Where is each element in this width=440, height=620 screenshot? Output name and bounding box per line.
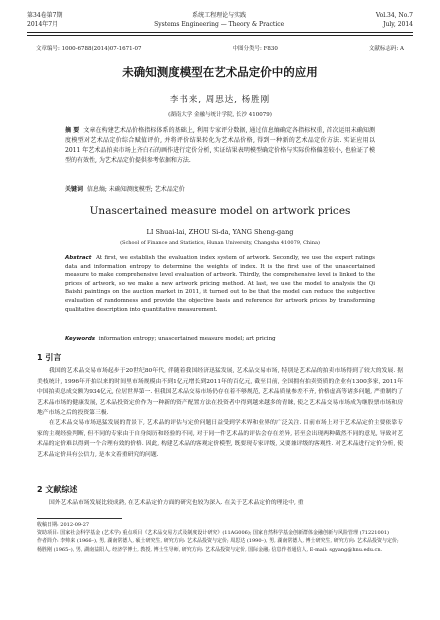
keywords-en: [65, 336, 375, 342]
abstract-cn: [65, 126, 375, 166]
footnotes: [37, 521, 403, 554]
volume-issue: 第34卷第7期: [27, 12, 63, 19]
running-header: [27, 11, 413, 29]
affiliation-cn: (湖南大学 金融与统计学院, 长沙 410079): [168, 112, 272, 118]
clc-number: 中图分类号: F830: [232, 46, 278, 52]
journal-name-cn: 系统工程理论与实践: [192, 12, 247, 19]
affiliation-en: (School of Finance and Statistics, Hunan University, Changsha 410079, China): [120, 240, 320, 246]
intro-paragraph-2: 在艺术品交易市场迅猛发展的背景下, 艺术品的评估与定价问题日益受到学术界和业界的广泛关注. 目前市场上对于艺术品定价主要依靠专家的主观经验判断, 但不同的专家由于自身阅历和经验的不同, 对于同一件艺术品的评估会存在差异, 甚至会出现两种截然不同的意见, 导致对艺术品的定价难以得到一个合理有效的价格. 因此, 构建艺术品的客观定价模型, 既要现专家评级, 又要兼评级的客观性. 对艺术品进行定价分析, 使艺术品定价具有公信力, 是本文着重研究的问题.: [37, 420, 403, 458]
header-rule-thin: [27, 35, 413, 36]
section-heading-literature: 2 文献综述: [37, 485, 78, 494]
keywords-cn: [65, 184, 375, 193]
title-cn: 未确知测度模型在艺术品定价中的应用: [122, 65, 318, 79]
abstract-en: [65, 254, 375, 314]
abstract-en-label: Abstract: [65, 255, 92, 261]
issue-date-en: July, 2014: [383, 21, 413, 28]
keywords-cn-label: 关键词: [65, 186, 84, 193]
article-meta: [36, 44, 404, 52]
footnote-rule: [37, 518, 122, 519]
volume-issue-en: Vol.34, No.7: [375, 12, 413, 19]
abstract-en-text: At first, we establish the evaluation index system of artwork. Secondly, we use the expert ratings data and information entropy to determine the weights of index. It is the first use of the unascertained measure to make comprehensive level evaluation of artwork. Thirdly, the comprehensive level is linked to the prices of artwork, so we make a new artwork pricing method. At last, we use the model to analysis the Qi Baishi paintings on the auction market in 2011, it turned out to be that the model can reduce the subjective evaluation of randomness and provide the objective basis and reference for artwork prices by transforming qualitative description into quantitative measurement.: [65, 255, 376, 313]
authors-en: LI Shuai-lai, ZHOU Si-da, YANG Sheng-gang: [146, 228, 294, 236]
issue-date-cn: 2014年7月: [27, 21, 59, 28]
footnote-funding: 资助项目: 国家社会科学基金 (艺术学) 重点项目《艺术品交易方式及制度设计研究》(11AG006); 国家自然科学基金创新群体金融创新与风险管理 (71221001): [37, 530, 389, 537]
journal-name-en: Systems Engineering — Theory & Practice: [154, 21, 285, 28]
footnote-received: 收稿日期: 2012-09-27: [37, 522, 90, 528]
document-code: 文献标志码: A: [368, 46, 404, 52]
footnote-authors: 作者简介: 李帅来 (1966–), 男, 湖南常德人, 硕士研究生, 研究方向: 艺术品投资与定价; 周思达 (1990–), 男, 湖南常德人, 博士研究生, 研究方向: 艺术品投资与定价; 杨胜刚 (1965–), 男, 湖南益阳人, 经济学博士, 教授, 博士生导师, 研究方向: 艺术品投资与定价, 国际金融; 信息作者通信人, E-mail: sgyang@hnu.edu.cn.: [37, 538, 399, 553]
article-number: 文章编号: 1000-6788(2014)07-1671-07: [36, 46, 142, 52]
abstract-cn-label: 摘 要: [65, 127, 80, 134]
keywords-en-text: information entropy; unascertained measure model; art pricing: [98, 336, 276, 342]
literature-paragraph-1: 国外艺术品市场发展比较成熟, 在艺术品定价方面的研究也较为深入. 在关于艺术品定价的理论中, 重: [49, 500, 304, 506]
keywords-en-label: Keywords: [65, 336, 96, 342]
authors-cn: 李书来, 周思达, 杨胜刚: [169, 95, 271, 105]
header-rule: [27, 32, 413, 33]
title-en: Unascertained measure model on artwork prices: [89, 205, 351, 217]
section-heading-introduction: 1 引言: [37, 353, 62, 362]
keywords-cn-text: 信息熵; 未确知测度模型; 艺术品定价: [86, 186, 185, 193]
abstract-cn-text: 文章在构建艺术品价格指标体系的基础上, 利用专家评分数据, 通过信息熵确定各指标权重, 首次运用未确知测度模型对艺术品定价综合赋值评价, 并将评价结果转化为艺术品价格, 得到一种新的艺术品定价方法. 实证应用以 2011 年艺术品拍卖市场上齐白石的画作进行定价分析, 实证结果表明模型确定价格与实际价格偏差较小, 也验证了模型的有效性, 为艺术品定价提供参考依据和方法.: [65, 127, 375, 164]
intro-paragraph-1: 我国的艺术品交易市场起步于20世纪80年代, 伴随着我国经济迅猛发展, 艺术品交易市场, 特别是艺术品的拍卖市场得到了较大的发展. 据美枝统计, 1996年开拍以来的时间里市场规模由不到1亿元增长到2011年的百亿元, 截至目前, 全国拥有拍卖资质的企业有1300多家, 2011年中国拍卖总成交额为934亿元, 位居世界第一. 但我国艺术品交易市场仍存在着不够规范, 艺术品质量参差不齐, 价格虚高等诸多问题, 严重制约了艺术品市场的健康发展, 艺术品投资定价作为一种新的资产配置方法在投资者中得到越来越多的青睐, 使之艺术品交易市场成为继股票市场和房地产市场之后的投资第三极.: [37, 368, 403, 416]
